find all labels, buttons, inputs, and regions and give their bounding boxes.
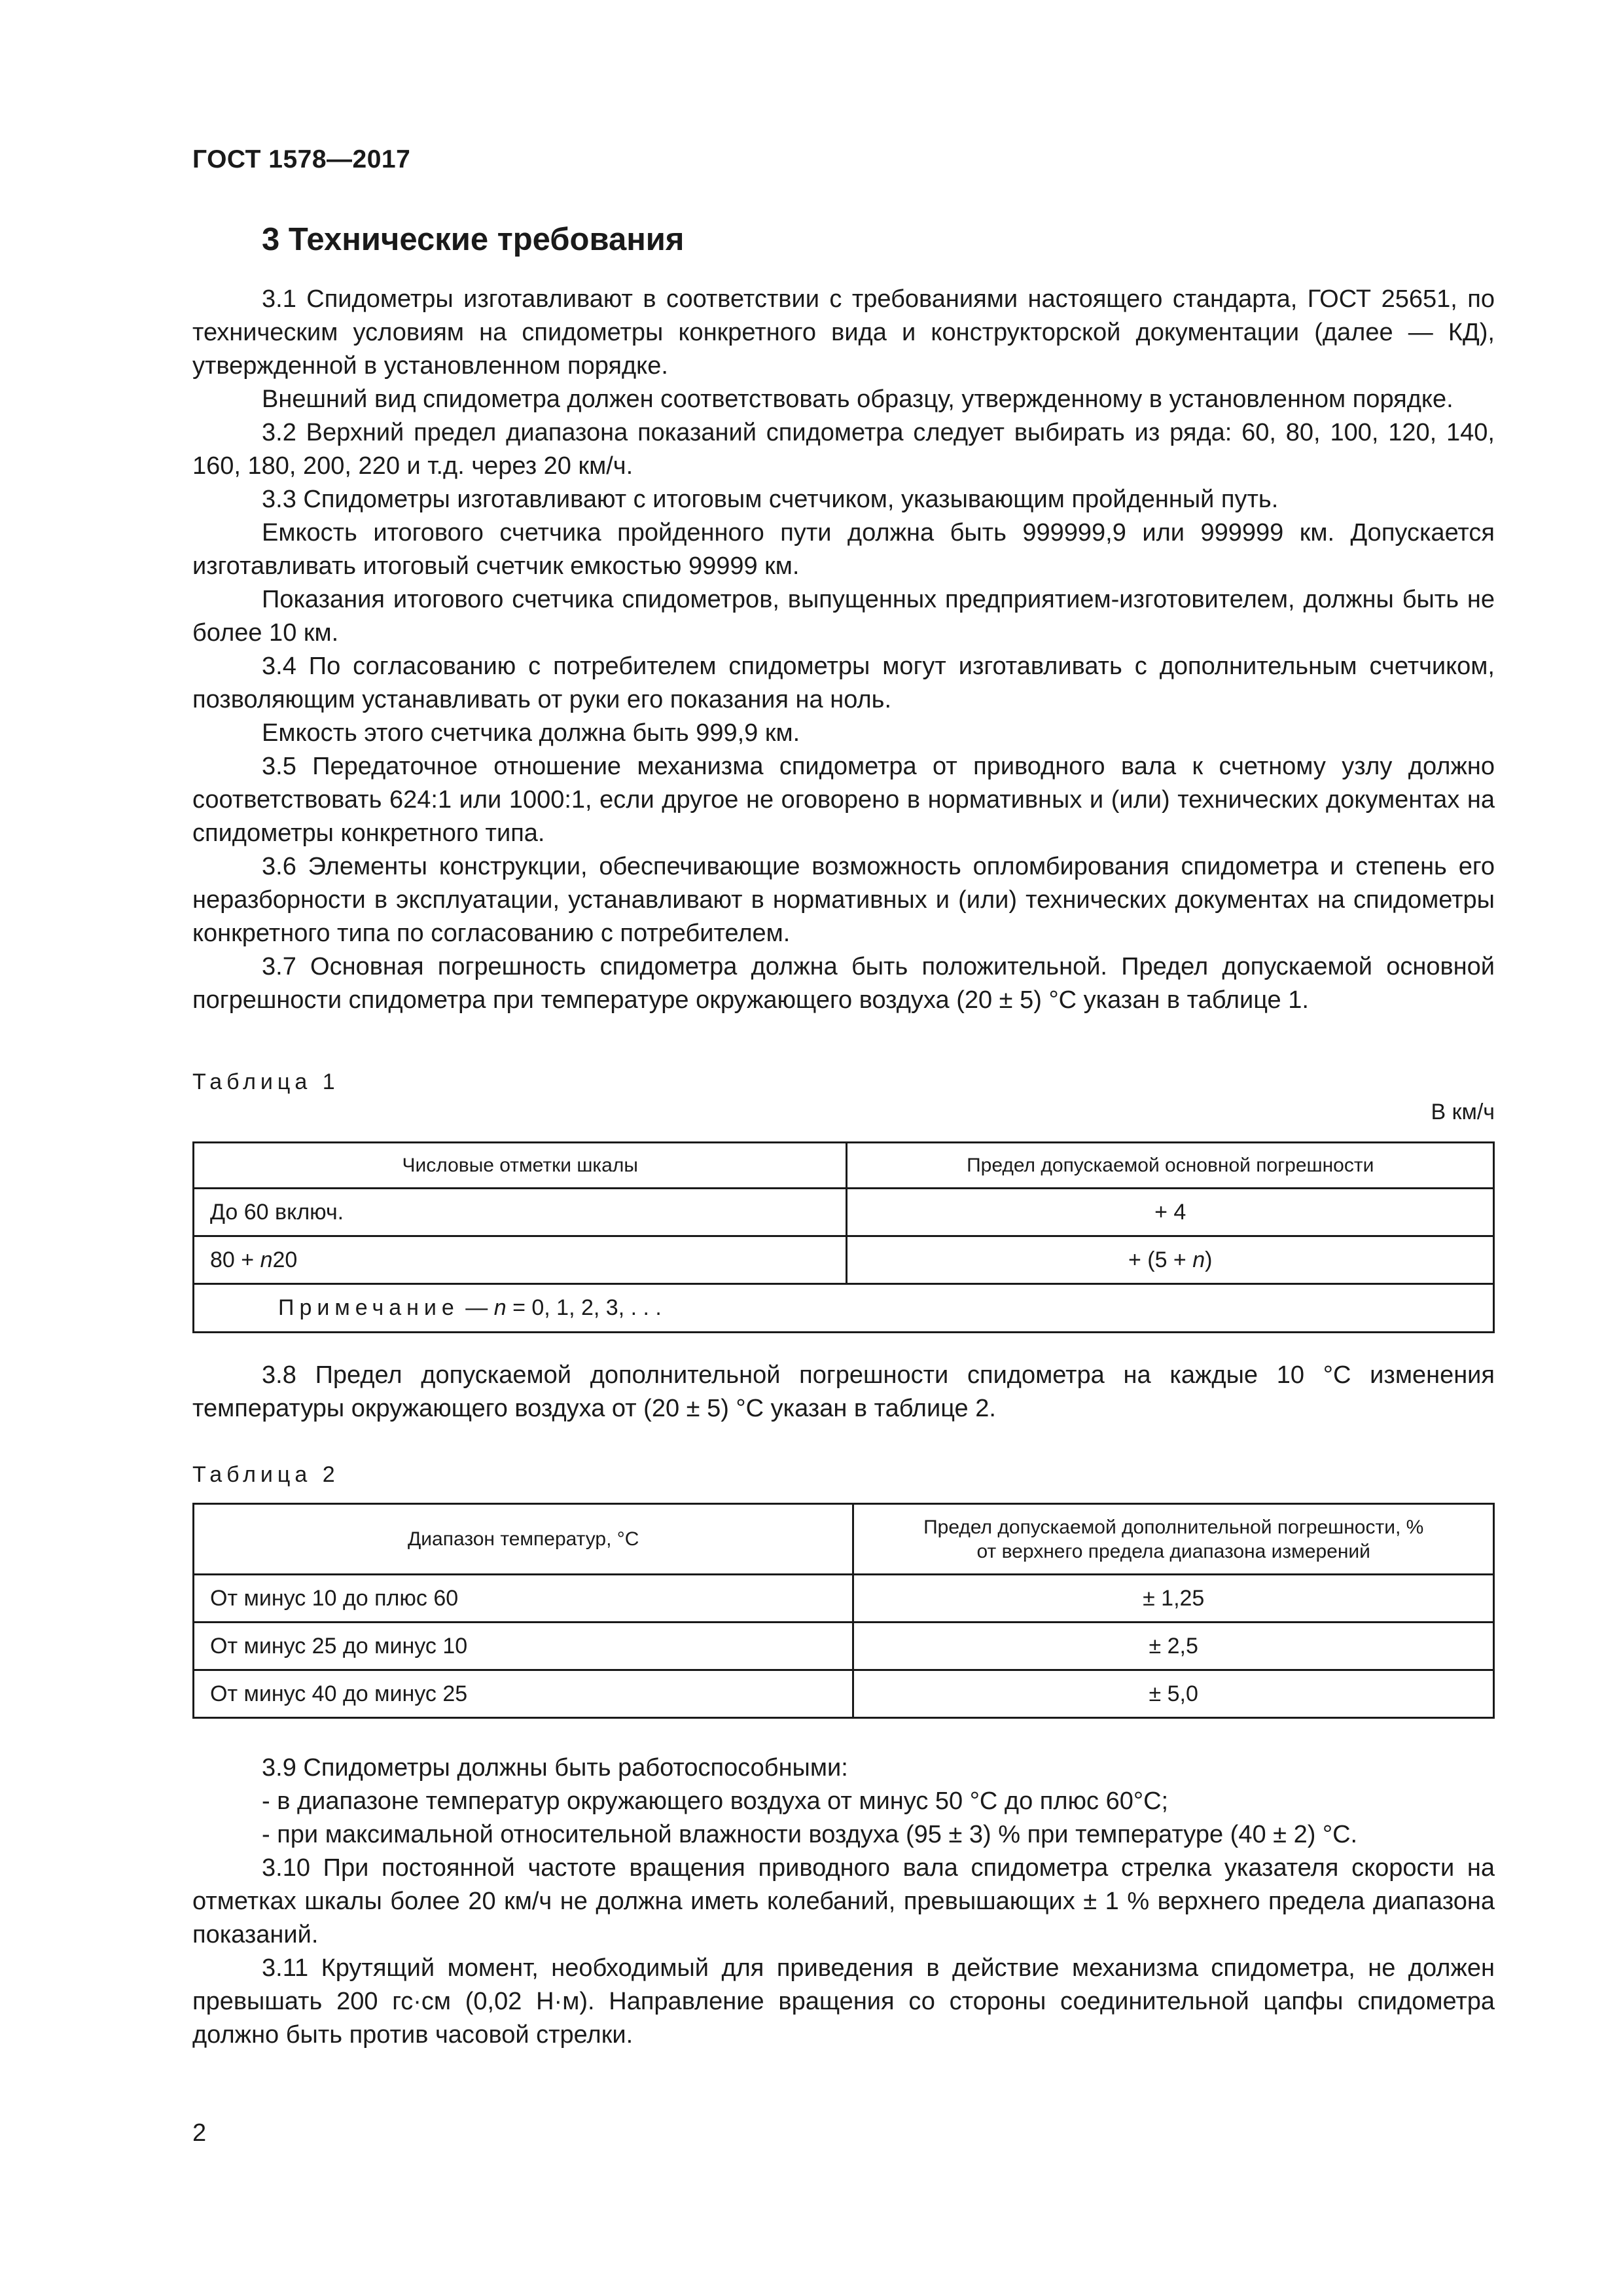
header-line: от верхнего предела диапазона измерений: [976, 1540, 1370, 1562]
paragraph-3-11: 3.11 Крутящий момент, необходимый для приведения в действие механизма спидометра, не должен превышать 200 гс·см (0,02 Н·м). Направление вращения со стороны соединительной цапфы спидометра должно быть против часовой стрелки.: [192, 1954, 1495, 2049]
table-1-cell: + 4: [847, 1189, 1494, 1236]
cell-text: 20: [272, 1247, 298, 1272]
section-title: 3 Технические требования: [262, 222, 685, 257]
table-2-cell: От минус 25 до минус 10: [194, 1623, 853, 1670]
table-2-cell: ± 1,25: [853, 1575, 1494, 1623]
table-2-cell: ± 5,0: [853, 1670, 1494, 1718]
table-2-header-row: [194, 1504, 1494, 1575]
paragraph-counter-capacity: Емкость итогового счетчика пройденного пути должна быть 999999,9 или 999999 км. Допускается изготавливать итоговый счетчик емкостью 99999 км.: [192, 519, 1495, 580]
paragraph-3-8: 3.8 Предел допускаемой дополнительной погрешности спидометра на каждые 10 °С изменения температуры окружающего воздуха от (20 ± 5) °С указан в таблице 2.: [192, 1361, 1495, 1422]
table-2: [192, 1503, 1495, 1719]
paragraph-3-4: 3.4 По согласованию с потребителем спидометры могут изготавливать с дополнительным счетчиком, позволяющим устанавливать от руки его показания на ноль.: [192, 653, 1495, 713]
table-2-header-error-limit: [853, 1504, 1494, 1575]
cell-text: + (5 +: [1128, 1247, 1193, 1272]
table-1-header-error-limit: Предел допускаемой основной погрешности: [847, 1143, 1494, 1189]
table-1-note: [194, 1284, 1494, 1333]
paragraph-3-9: 3.9 Спидометры должны быть работоспособными:: [262, 1754, 848, 1782]
list-item: - при максимальной относительной влажности воздуха (95 ± 3) % при температуре (40 ± 2) °С.: [262, 1821, 1358, 1848]
text-block-3: [192, 1751, 1495, 2052]
text-block-1: [192, 283, 1495, 1017]
table-2-cell: От минус 10 до плюс 60: [194, 1575, 853, 1623]
table-1: [192, 1141, 1495, 1333]
variable-n: n: [493, 1295, 507, 1320]
cell-text: 80 +: [210, 1247, 260, 1272]
table-1-note-row: [194, 1284, 1494, 1333]
table-row: [194, 1236, 1494, 1284]
text-block-2: [192, 1359, 1495, 1426]
paragraph-3-2: 3.2 Верхний предел диапазона показаний спидометра следует выбирать из ряда: 60, 80, 100, 120, 140, 160, 180, 200, 220 и т.д. через 20 км/ч.: [192, 419, 1495, 480]
table-row: [194, 1575, 1494, 1623]
table-row: [194, 1623, 1494, 1670]
paragraph-3-6: 3.6 Элементы конструкции, обеспечивающие возможность опломбирования спидометра и степень его неразборности в эксплуатации, устанавливают в нормативных и (или) технических документах на спидометры конкретного типа по согласованию с потребителем.: [192, 853, 1495, 947]
note-dash: —: [459, 1295, 494, 1320]
list-item: - в диапазоне температур окружающего воздуха от минус 50 °С до плюс 60°С;: [262, 1787, 1169, 1815]
table-2-header-temperature-range: Диапазон температур, °С: [194, 1504, 853, 1575]
note-text: = 0, 1, 2, 3, . . .: [506, 1295, 662, 1320]
table-2-cell: ± 2,5: [853, 1623, 1494, 1670]
variable-n: n: [260, 1247, 273, 1272]
table-1-cell: До 60 включ.: [194, 1189, 847, 1236]
paragraph-extra-counter-capacity: Емкость этого счетчика должна быть 999,9 км.: [262, 719, 800, 747]
paragraph-3-3: 3.3 Спидометры изготавливают с итоговым счетчиком, указывающим пройденный путь.: [262, 486, 1279, 513]
paragraph-3-5: 3.5 Передаточное отношение механизма спидометра от приводного вала к счетному узлу должно соответствовать 624:1 или 1000:1, если другое не оговорено в нормативных и (или) технических документах на спидометры конкретного типа.: [192, 753, 1495, 847]
paragraph-3-10: 3.10 При постоянной частоте вращения приводного вала спидометра стрелка указателя скорости на отметках шкалы более 20 км/ч не должна иметь колебаний, превышающих ± 1 % верхнего предела диапазона показаний.: [192, 1854, 1495, 1948]
paragraph-3-7: 3.7 Основная погрешность спидометра должна быть положительной. Предел допускаемой основной погрешности спидометра при температуре окружающего воздуха (20 ± 5) °С указан в таблице 1.: [192, 953, 1495, 1014]
document-code-header: ГОСТ 1578—2017: [192, 145, 411, 173]
table-1-cell: [194, 1236, 847, 1284]
table-2-cell: От минус 40 до минус 25: [194, 1670, 853, 1718]
paragraph-3-1: 3.1 Спидометры изготавливают в соответствии с требованиями настоящего стандарта, ГОСТ 25651, по техническим условиям на спидометры конкретного вида и конструкторской документации (далее — КД), утвержденной в установленном порядке.: [192, 285, 1495, 380]
header-line: Предел допускаемой дополнительной погрешности, %: [923, 1516, 1424, 1538]
table-1-header-scale-marks: Числовые отметки шкалы: [194, 1143, 847, 1189]
table-2-caption: Таблица 2: [192, 1462, 340, 1487]
variable-n: n: [1192, 1247, 1205, 1272]
paragraph-appearance: Внешний вид спидометра должен соответствовать образцу, утвержденному в установленном порядке.: [262, 386, 1454, 413]
cell-text: ): [1205, 1247, 1213, 1272]
table-row: [194, 1189, 1494, 1236]
table-1-header-row: [194, 1143, 1494, 1189]
table-1-units: В км/ч: [1431, 1100, 1495, 1124]
table-row: [194, 1670, 1494, 1718]
table-1-cell: [847, 1236, 1494, 1284]
page-number: 2: [192, 2119, 207, 2147]
table-1-caption: Таблица 1: [192, 1069, 340, 1094]
paragraph-counter-readings: Показания итогового счетчика спидометров, выпущенных предприятием-изготовителем, должны быть не более 10 км.: [192, 586, 1495, 647]
note-label: Примечание: [278, 1295, 459, 1320]
